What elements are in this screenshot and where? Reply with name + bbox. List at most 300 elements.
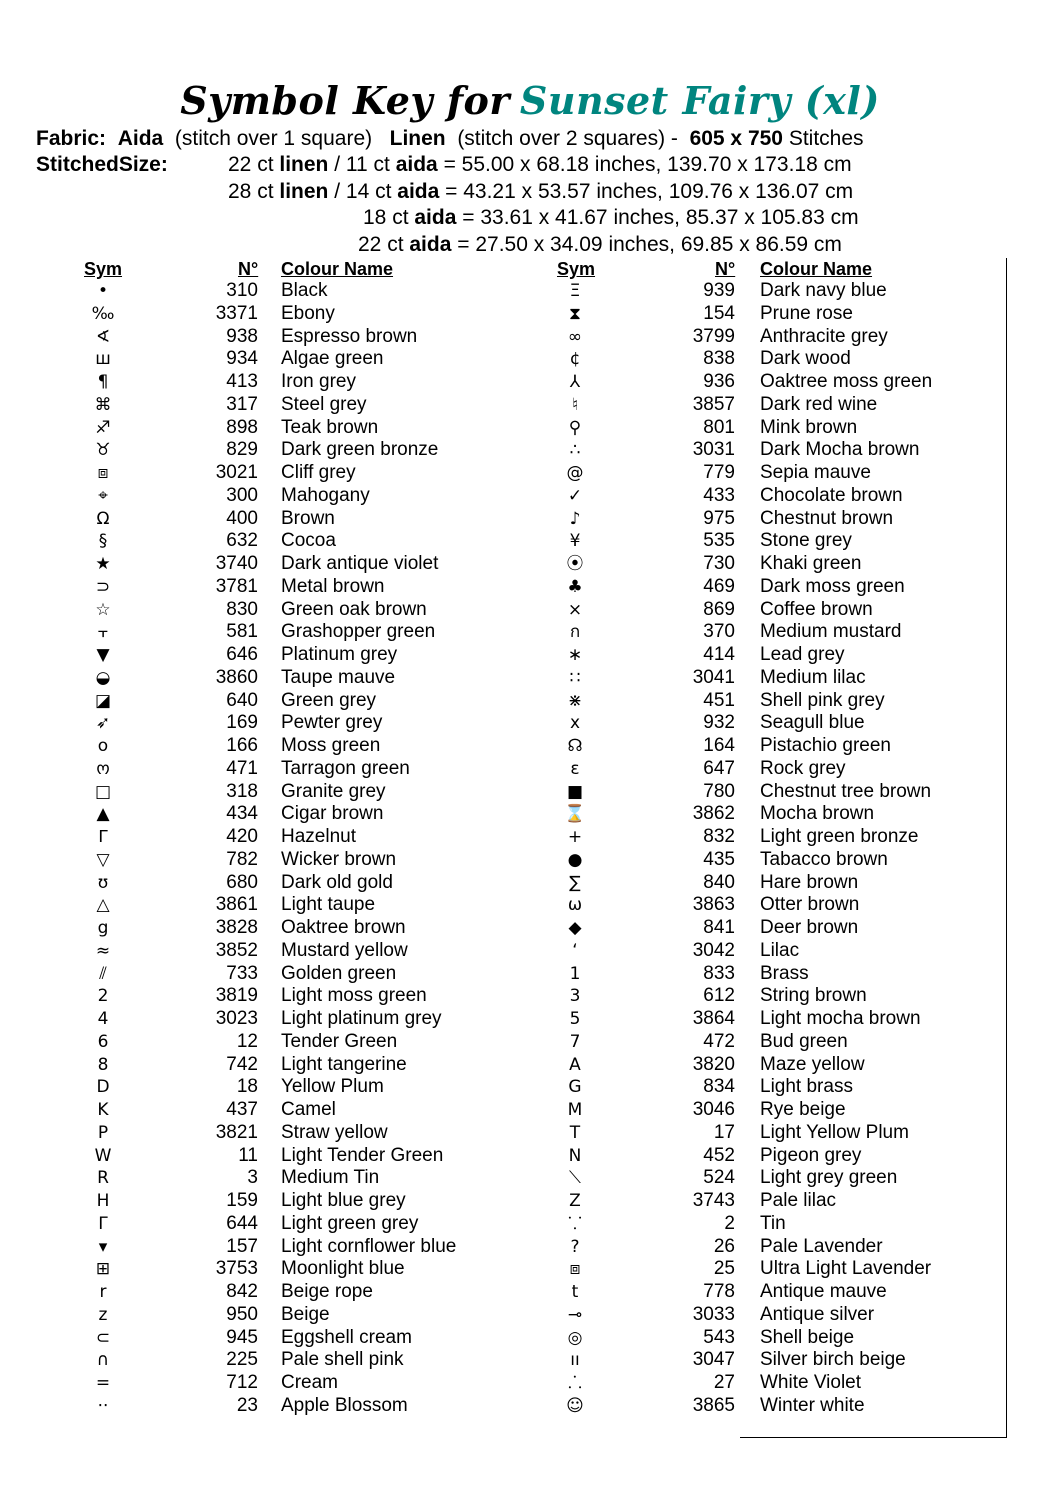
thread-number: 471	[226, 757, 258, 779]
symbol-row	[0, 735, 480, 758]
colour-name: Oaktree moss green	[760, 371, 933, 392]
thread-number: 3862	[692, 803, 735, 825]
symbol-row	[480, 485, 960, 508]
colour-name: Apple Blossom	[281, 1394, 408, 1416]
thread-number: 3857	[692, 393, 735, 415]
symbol-row	[0, 394, 480, 417]
symbol-glyph: ıı	[570, 1350, 580, 1371]
thread-number: 469	[703, 575, 735, 597]
thread-number: 647	[703, 757, 735, 779]
colour-name: Anthracite grey	[760, 325, 888, 347]
thread-number: 3819	[215, 985, 258, 1007]
colour-name: Tender Green	[281, 1030, 398, 1052]
colour-name: Light green grey	[281, 1212, 419, 1234]
size-text: / 14 ct	[328, 180, 398, 203]
header-sym-left: Sym	[84, 259, 123, 279]
symbol-glyph: ⅄	[569, 372, 581, 392]
colour-name: Cream	[281, 1372, 339, 1393]
colour-name: Brass	[760, 962, 809, 984]
thread-number: 779	[703, 462, 735, 483]
symbol-row	[0, 462, 480, 485]
thread-number: 370	[703, 621, 735, 643]
colour-name: Dark old gold	[281, 871, 393, 893]
colour-name: Mocha brown	[760, 803, 875, 825]
thread-number: 3046	[692, 1099, 735, 1120]
symbol-glyph: ▲	[96, 804, 110, 825]
colour-name: Moonlight blue	[281, 1258, 405, 1280]
symbol-row	[0, 1076, 480, 1099]
size-text: 22 ct	[358, 233, 410, 256]
size-dimensions: = 43.21 x 53.57 inches, 109.76 x 136.07 cm	[439, 180, 854, 203]
thread-number: 3021	[215, 462, 258, 483]
size-text: 22 ct	[228, 153, 280, 176]
symbol-glyph: ʻ	[572, 940, 578, 961]
symbol-glyph: ▾	[98, 1236, 108, 1257]
thread-number: 3023	[215, 1008, 258, 1029]
thread-number: 317	[226, 393, 258, 415]
colour-name: Cliff grey	[281, 462, 356, 483]
symbol-row	[480, 917, 960, 940]
symbol-glyph: 4	[97, 1009, 109, 1029]
size-dimensions: = 33.61 x 41.67 inches, 85.37 x 105.83 cm	[456, 206, 859, 229]
symbol-row	[0, 508, 480, 531]
thread-number: 841	[703, 917, 735, 938]
symbol-glyph: ∗	[567, 645, 583, 665]
symbol-row	[480, 872, 960, 895]
symbol-glyph: ω	[567, 895, 583, 916]
symbol-row	[0, 1258, 480, 1281]
thread-number: 159	[226, 1190, 258, 1211]
symbol-row	[0, 1145, 480, 1168]
symbol-glyph: ʊ	[97, 872, 109, 893]
symbol-row	[480, 1372, 960, 1395]
symbol-glyph: □	[94, 781, 112, 802]
symbol-row	[480, 553, 960, 576]
header-num-left: N°	[238, 259, 259, 279]
symbol-row	[0, 963, 480, 986]
symbol-row	[480, 599, 960, 622]
size-fabric: linen	[279, 180, 329, 203]
colour-name: Tarragon green	[281, 757, 410, 779]
symbol-glyph: 8	[97, 1054, 109, 1075]
symbol-row	[0, 644, 480, 667]
thread-number: 413	[226, 371, 258, 392]
thread-number: 414	[703, 644, 735, 665]
symbol-glyph: K	[97, 1100, 109, 1120]
colour-name: Hazelnut	[281, 826, 356, 847]
colour-name: Mustard yellow	[281, 939, 408, 961]
colour-name: Medium lilac	[760, 666, 866, 688]
colour-name: Dark navy blue	[760, 280, 887, 301]
symbol-glyph: ♐	[95, 417, 111, 438]
colour-name: Taupe mauve	[281, 666, 396, 688]
colour-name: Straw yellow	[281, 1121, 388, 1143]
size-fabric: aida	[395, 153, 438, 176]
symbol-glyph: ⦿	[566, 554, 584, 574]
thread-number: 945	[226, 1326, 258, 1348]
symbol-glyph: △	[96, 895, 110, 916]
colour-name: Light mocha brown	[760, 1008, 921, 1029]
colour-name: Chocolate brown	[760, 484, 903, 506]
colour-name: Black	[281, 280, 328, 301]
symbol-row	[480, 1076, 960, 1099]
symbol-glyph: R	[97, 1168, 109, 1189]
thread-number: 938	[226, 325, 258, 347]
thread-number: 17	[713, 1121, 735, 1143]
thread-number: 3031	[692, 439, 735, 461]
colour-name: Sepia mauve	[760, 462, 871, 483]
colour-name: Shell beige	[760, 1326, 855, 1348]
colour-name: Chestnut tree brown	[760, 780, 932, 802]
symbol-row	[0, 1304, 480, 1327]
colour-name: Pale shell pink	[281, 1349, 404, 1371]
fabric-aida: Aida	[117, 127, 164, 150]
symbol-glyph: •	[97, 281, 109, 301]
symbol-glyph: Ξ	[569, 281, 581, 301]
symbol-glyph: Γ	[98, 1213, 108, 1234]
symbol-glyph: ⸫	[568, 1373, 582, 1393]
thread-number: 780	[703, 780, 735, 802]
colour-name: Mink brown	[760, 416, 858, 438]
symbol-row	[0, 1327, 480, 1350]
symbol-row	[0, 621, 480, 644]
thread-number: 644	[226, 1212, 258, 1234]
symbol-glyph: ✓	[567, 485, 583, 506]
colour-name: Light green bronze	[760, 826, 919, 847]
symbol-glyph: H	[96, 1191, 110, 1211]
symbol-row	[480, 348, 960, 371]
header-name-right: Colour Name	[760, 259, 873, 279]
colour-name: Pewter grey	[281, 712, 383, 734]
stitches-word: Stitches	[788, 127, 864, 150]
thread-number: 939	[703, 280, 735, 301]
symbol-glyph: ☺	[566, 1395, 584, 1416]
symbol-row	[480, 1008, 960, 1031]
symbol-row	[480, 963, 960, 986]
colour-name: Tin	[760, 1212, 786, 1234]
symbol-row	[480, 303, 960, 326]
symbol-row	[0, 1054, 480, 1077]
colour-name: Lead grey	[760, 644, 845, 665]
colour-name: Espresso brown	[281, 325, 418, 347]
colour-name: Teak brown	[281, 416, 379, 438]
symbol-glyph: ∞	[567, 326, 583, 347]
colour-name: Light moss green	[281, 985, 427, 1007]
symbol-glyph: §	[98, 531, 108, 552]
symbol-glyph: ♮	[571, 394, 579, 415]
symbol-glyph: ก	[569, 622, 581, 643]
thread-number: 742	[226, 1053, 258, 1075]
symbol-row	[0, 371, 480, 394]
symbol-glyph: ⨯	[567, 599, 583, 620]
colour-name: Light cornflower blue	[281, 1235, 457, 1257]
symbol-row	[0, 1031, 480, 1054]
thread-number: 543	[703, 1326, 735, 1348]
colour-name: Beige	[281, 1303, 330, 1325]
thread-number: 27	[713, 1372, 735, 1393]
thread-number: 640	[226, 689, 258, 711]
symbol-glyph: ☆	[95, 599, 111, 620]
colour-name: Ultra Light Lavender	[760, 1258, 932, 1280]
symbol-row	[0, 872, 480, 895]
symbol-glyph: ⌖	[98, 485, 108, 506]
symbol-glyph: T	[569, 1122, 581, 1143]
thread-number: 936	[703, 371, 735, 392]
thread-number: 433	[703, 484, 735, 506]
thread-number: 524	[703, 1167, 735, 1189]
symbol-glyph: ⊞	[95, 1259, 111, 1280]
thread-number: 310	[226, 280, 258, 301]
symbol-glyph: ♣	[567, 576, 583, 597]
thread-number: 3042	[692, 939, 735, 961]
colour-name: Light taupe	[281, 894, 376, 916]
colour-name: Oaktree brown	[281, 917, 406, 938]
colour-name: Lilac	[760, 939, 800, 961]
thread-number: 435	[703, 848, 735, 870]
symbol-glyph: ⧈	[569, 1259, 581, 1280]
symbol-row	[480, 1213, 960, 1236]
symbol-row	[0, 576, 480, 599]
header-num-right: N°	[715, 259, 736, 279]
symbol-glyph: ¥	[569, 531, 581, 552]
symbol-row	[480, 849, 960, 872]
symbol-glyph: ◎	[567, 1327, 583, 1348]
symbol-row	[0, 1099, 480, 1122]
colour-name: Pale Lavender	[760, 1235, 883, 1257]
colour-name: Antique mauve	[760, 1281, 887, 1302]
symbol-glyph: ⋇	[567, 690, 583, 711]
symbol-row	[0, 1236, 480, 1259]
colour-name: Shell pink grey	[760, 689, 885, 711]
symbol-glyph: ◒	[95, 667, 111, 688]
bottom-border-line	[740, 1437, 1007, 1438]
symbol-row	[480, 1304, 960, 1327]
symbol-row	[480, 781, 960, 804]
thread-number: 782	[226, 848, 258, 870]
thread-number: 3861	[215, 894, 258, 916]
thread-number: 3863	[692, 894, 735, 916]
symbol-glyph: 3	[569, 986, 581, 1007]
thread-number: 646	[226, 644, 258, 665]
symbol-row	[480, 690, 960, 713]
symbol-glyph: ⊃	[95, 576, 111, 597]
symbol-row	[480, 1236, 960, 1259]
symbol-glyph: ◪	[94, 690, 112, 711]
colour-name: Antique silver	[760, 1303, 875, 1325]
colour-name: Moss green	[281, 735, 381, 756]
colour-name: Cocoa	[281, 530, 336, 552]
thread-number: 3864	[692, 1008, 735, 1029]
symbol-row	[0, 1190, 480, 1213]
size-fabric: aida	[397, 180, 440, 203]
colour-name: Light platinum grey	[281, 1008, 442, 1029]
symbol-row	[480, 394, 960, 417]
symbol-glyph: ◆	[568, 918, 582, 938]
colour-name: Light Tender Green	[281, 1144, 444, 1166]
thread-number: 3799	[692, 325, 735, 347]
thread-number: 869	[703, 598, 735, 620]
symbol-glyph: ➶	[95, 713, 111, 734]
symbol-glyph: Z	[569, 1191, 581, 1211]
symbol-glyph: t	[571, 1282, 579, 1302]
symbol-row	[480, 621, 960, 644]
symbol-glyph: ш	[95, 349, 111, 370]
colour-name: Stone grey	[760, 530, 852, 552]
size-text: / 11 ct	[328, 153, 396, 176]
thread-number: 169	[226, 712, 258, 734]
symbol-row	[0, 280, 480, 303]
symbol-row	[480, 712, 960, 735]
colour-name: Iron grey	[281, 371, 356, 392]
symbol-row	[0, 781, 480, 804]
thread-number: 829	[226, 439, 258, 461]
symbol-row	[0, 1281, 480, 1304]
thread-number: 3865	[692, 1394, 735, 1416]
symbol-row	[0, 530, 480, 553]
colour-name: Metal brown	[281, 575, 385, 597]
colour-name: Light brass	[760, 1076, 853, 1098]
thread-number: 838	[703, 348, 735, 370]
thread-number: 3852	[215, 939, 258, 961]
thread-number: 23	[236, 1394, 258, 1416]
symbol-row	[480, 530, 960, 553]
symbol-glyph: 7	[569, 1031, 581, 1052]
colour-name: Green grey	[281, 689, 377, 711]
symbol-row	[0, 849, 480, 872]
symbol-glyph: ▼	[96, 645, 110, 665]
symbol-glyph: N	[568, 1145, 582, 1166]
thread-number: 157	[226, 1235, 258, 1257]
symbol-glyph: o	[97, 736, 109, 756]
colour-name: Brown	[281, 507, 335, 529]
thread-number: 3047	[692, 1349, 735, 1371]
thread-number: 26	[713, 1235, 735, 1257]
thread-number: 12	[236, 1030, 258, 1052]
symbol-glyph: 5	[569, 1009, 581, 1029]
thread-number: 932	[703, 712, 735, 734]
symbol-row	[0, 758, 480, 781]
colour-name: Dark moss green	[760, 575, 905, 597]
thread-number: 801	[703, 416, 735, 438]
header-sym-right: Sym	[557, 259, 596, 279]
colour-name: Pigeon grey	[760, 1144, 862, 1166]
symbol-glyph: ¶	[97, 372, 109, 392]
thread-number: 420	[226, 826, 258, 847]
symbol-glyph: ¢	[569, 349, 581, 370]
thread-number: 535	[703, 530, 735, 552]
colour-name: Pale lilac	[760, 1190, 837, 1211]
symbol-glyph: ⧈	[97, 463, 109, 483]
symbol-row	[0, 894, 480, 917]
symbol-row	[480, 1281, 960, 1304]
thread-number: 832	[703, 826, 735, 847]
colour-name: White Violet	[760, 1372, 862, 1393]
colour-name: Cigar brown	[281, 803, 384, 825]
thread-number: 3753	[215, 1258, 258, 1280]
symbol-row	[480, 508, 960, 531]
thread-number: 842	[226, 1281, 258, 1302]
symbol-glyph: D	[96, 1077, 110, 1098]
symbol-glyph: +	[567, 827, 583, 847]
symbol-glyph: 2	[97, 986, 109, 1007]
thread-number: 472	[703, 1030, 735, 1052]
thread-number: 833	[703, 962, 735, 984]
symbol-glyph: M	[567, 1100, 583, 1120]
size-dimensions: = 55.00 x 68.18 inches, 139.70 x 173.18 cm	[437, 153, 852, 176]
symbol-row	[480, 758, 960, 781]
thread-number: 166	[226, 735, 258, 756]
symbol-row	[480, 439, 960, 462]
symbol-glyph: 6	[97, 1031, 109, 1052]
symbol-row	[480, 1395, 960, 1418]
thread-number: 581	[226, 621, 258, 643]
symbol-glyph: ≈	[95, 940, 111, 961]
colour-name: Dark Mocha brown	[760, 439, 920, 461]
colour-name: Light blue grey	[281, 1190, 406, 1211]
colour-name: Granite grey	[281, 780, 386, 802]
stitch-count: 605 x 750	[689, 127, 783, 150]
thread-number: 834	[703, 1076, 735, 1098]
symbol-row	[0, 553, 480, 576]
colour-name: Silver birch beige	[760, 1349, 906, 1371]
thread-number: 434	[226, 803, 258, 825]
colour-name: Deer brown	[760, 917, 859, 938]
symbol-row	[480, 894, 960, 917]
right-border-line	[1006, 258, 1007, 1438]
colour-name: Rye beige	[760, 1099, 846, 1120]
symbol-glyph: ⌘	[94, 394, 112, 415]
symbol-row	[0, 712, 480, 735]
symbol-glyph: ⚲	[568, 417, 582, 438]
symbol-row	[0, 485, 480, 508]
symbol-row	[480, 462, 960, 485]
symbol-row	[0, 1167, 480, 1190]
symbol-glyph: ♉	[95, 440, 111, 461]
symbol-row	[0, 667, 480, 690]
symbol-glyph: ∑	[569, 872, 581, 893]
colour-name: Eggshell cream	[281, 1326, 412, 1348]
colour-name: Maze yellow	[760, 1053, 865, 1075]
symbol-glyph: ⸪	[568, 1213, 582, 1234]
symbol-row	[0, 326, 480, 349]
symbol-row	[480, 826, 960, 849]
symbol-row	[480, 735, 960, 758]
thread-number: 2	[724, 1212, 735, 1234]
symbol-glyph: 1	[569, 963, 581, 984]
symbol-glyph: ო	[96, 758, 110, 779]
thread-number: 3740	[215, 553, 258, 574]
colour-name: Mahogany	[281, 484, 370, 506]
symbol-row	[0, 1122, 480, 1145]
pattern-name: Sunset Fairy (xl)	[519, 78, 880, 123]
symbol-row	[0, 303, 480, 326]
symbol-glyph: Ω	[96, 508, 110, 529]
symbol-glyph: ∷	[569, 667, 581, 688]
symbol-row	[0, 1008, 480, 1031]
symbol-row	[480, 1349, 960, 1372]
symbol-row	[480, 1145, 960, 1168]
thread-number: 3828	[215, 917, 258, 938]
symbol-glyph: ⫽	[99, 963, 107, 984]
symbol-row	[480, 280, 960, 303]
symbol-glyph: G	[568, 1077, 582, 1098]
symbol-row	[480, 576, 960, 599]
thread-number: 730	[703, 553, 735, 574]
symbol-row	[0, 985, 480, 1008]
symbol-glyph: ■	[566, 781, 584, 802]
size-line	[358, 232, 842, 258]
thread-number: 18	[236, 1076, 258, 1098]
